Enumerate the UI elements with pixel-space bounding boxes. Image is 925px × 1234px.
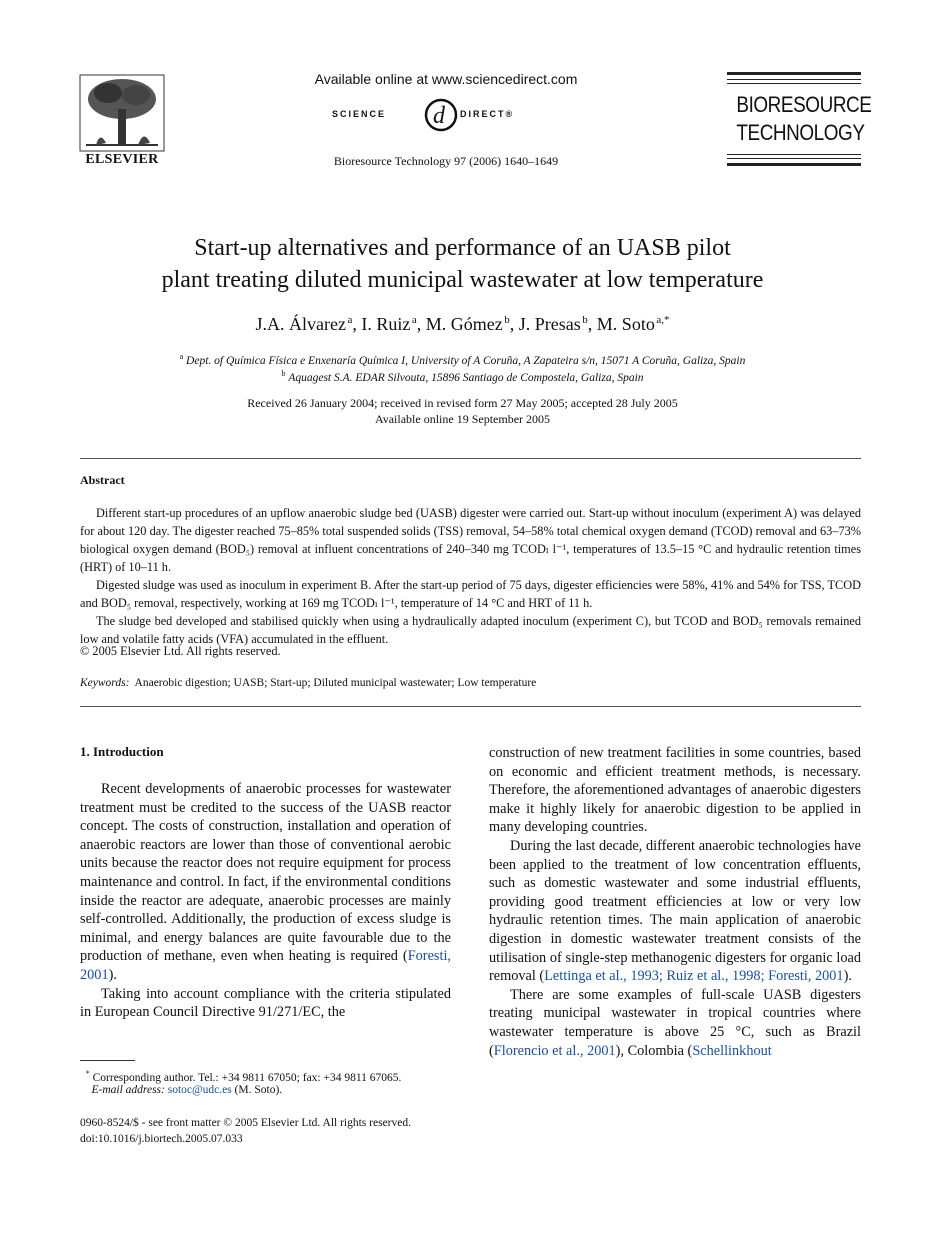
body-paragraph: construction of new treatment facilities in some countries, based on economic and efficient treatment methods, is necessary. Therefore, the aforementioned advantages of anaerobic digesters make it highly likely for anaerobic digestion to be applied in many developing countries. <box>489 745 861 836</box>
keywords-text: Anaerobic digestion; UASB; Start-up; Diluted municipal wastewater; Low temperature <box>134 677 537 689</box>
received-dates: Received 26 January 2004; received in revised form 27 May 2005; accepted 28 July 2005 <box>247 396 678 410</box>
footnote-text: Corresponding author. Tel.: +34 9811 67050; fax: +34 9811 67065. <box>92 1071 402 1084</box>
body-paragraph: During the last decade, different anaerobic technologies have been applied to the treatment of low concentration effluents, such as domestic wastewater and some industrial effluents, providing good treatment efficiencies at low or very low hydraulic retention times. The main application of anaerobic digestion in domestic wastewater treatment consists of the utilisation of single-step methanogenic digesters for organic load removal (Lettinga et al., 1993; Ruiz et al., 1998; Foresti, 2001). <box>489 837 861 985</box>
author-affil-mark: a,* <box>656 314 670 326</box>
footnote-email <box>80 1082 460 1098</box>
author-list: J.A. Álvarez $^a$, I. Ruiz $^a$, M. Gómez $^b$, J. Presas $^b$, M. Soto $^{a,*}$ <box>255 314 670 334</box>
author-affil-mark: a <box>411 314 417 326</box>
issn-line: 0960-8524/$ - see front matter © 2005 Elsevier Ltd. All rights reserved. <box>80 1117 411 1129</box>
citation-link[interactable]: Lettinga et al., 1993; Ruiz et al., 1998; Foresti, 2001 <box>544 968 844 985</box>
journal-logo <box>727 72 872 172</box>
author: I. Ruiz <box>361 314 411 334</box>
journal-logo-line1: BIORESOURCE <box>736 92 872 117</box>
abstract-paragraph-2: Digested sludge was used as inoculum in experiment B. After the start-up period of 75 days, digester efficiencies were 58%, 41% and 54% for TSS, TCOD and BOD₅ removal, respectively, working at 169 mg TCODₗ l⁻¹, temperature of 14 °C and HRT of 11 h. <box>80 578 861 610</box>
divider <box>80 458 861 459</box>
body-paragraph: Recent developments of anaerobic processes for wastewater treatment must be credited to the success of the UASB reactor concept. The costs of construction, installation and operation of anaerobic reactors are lower than those of conventional aerobic units because the reactor does not require equipment for process maintenance and control. In fact, if the environmental conditions inside the reactor are adequate, anaerobic processes are mainly self-controlled. Additionally, the production of excess sludge is minimal, and energy balances are quite favourable due to the production of methane, even when heating is required (Foresti, 2001). <box>80 781 451 983</box>
copyright-notice: © 2005 Elsevier Ltd. All rights reserved. <box>80 644 281 658</box>
sd-right-text: DIRECT® <box>460 109 515 119</box>
abstract-heading: Abstract <box>80 473 125 487</box>
body-paragraph: There are some examples of full-scale UASB digesters treating municipal wastewater in tropical countries where wastewater temperature is above 25 °C, such as Brazil (Florencio et al., 2001), Colombia (Schellinkhout <box>489 986 861 1059</box>
section-heading: 1. Introduction <box>80 744 164 759</box>
citation-link[interactable]: Foresti, 2001 <box>80 948 451 983</box>
title-line-1: Start-up alternatives and performance of an UASB pilot <box>194 235 731 261</box>
publisher-name: ELSEVIER <box>85 152 159 167</box>
abstract-paragraph-1: Different start-up procedures of an upflow anaerobic sludge bed (UASB) digester were carried out. Start-up without inoculum (experiment A) was delayed for about 120 day. The digester reached 75–85% total suspended solids (TSS) removal, 54–58% total chemical oxygen demand (TCOD) removal and 63–73% biological oxygen demand (BOD₅) removal at influent concentrations of 240–340 mg TCODₗ l⁻¹, temperatures of 13.5–15 °C and hydraulic retention times (HRT) of 10–11 h. <box>80 506 861 574</box>
available-online-text[interactable]: Available online at www.sciencedirect.com <box>314 71 578 87</box>
keywords-line <box>80 677 861 689</box>
author-affil-mark: b <box>582 314 588 326</box>
author-affil-mark: b <box>504 314 510 326</box>
body-paragraph: Taking into account compliance with the criteria stipulated in European Council Directive 91/271/EC, the <box>80 985 451 1021</box>
affiliation-text: Aquagest S.A. EDAR Silvouta, 15896 Santiago de Compostela, Galiza, Spain <box>288 371 644 384</box>
email-suffix: (M. Soto). <box>234 1084 283 1096</box>
left-column <box>80 780 451 1022</box>
right-column <box>489 744 861 1060</box>
article-title <box>60 232 865 296</box>
citation-link[interactable]: Schellinkhout <box>692 1042 772 1059</box>
author: J. Presas <box>518 314 581 334</box>
author: M. Soto <box>596 314 655 334</box>
author: J.A. Álvarez <box>255 314 346 334</box>
author: M. Gómez <box>425 314 503 334</box>
sciencedirect-logo <box>300 95 600 135</box>
divider <box>80 706 861 707</box>
abstract-paragraph-3: The sludge bed developed and stabilised quickly when using a hydraulically adapted inoculum (experiment C), but TCOD and BOD₅ removals remained low and volatile fatty acids (VFA) accumulated in the effluent. <box>80 614 861 646</box>
svg-text:d: d <box>433 103 445 129</box>
footnote-rule <box>80 1060 135 1061</box>
affiliation-mark: b <box>281 369 286 378</box>
sd-left-text: SCIENCE <box>332 109 387 119</box>
online-date: Available online 19 September 2005 <box>374 412 551 426</box>
doi-line: doi:10.1016/j.biortech.2005.07.033 <box>80 1133 243 1145</box>
keywords-label: Keywords: <box>80 677 130 689</box>
affiliation-mark: a <box>179 352 184 361</box>
affiliation-text: Dept. of Química Física e Enxenaría Química I, University of A Coruña, A Zapateira s/n, 15071 A Coruña, Galiza, Spain <box>186 354 746 367</box>
title-line-2: plant treating diluted municipal wastewater at low temperature <box>161 267 764 293</box>
affiliation-b <box>60 369 865 384</box>
journal-citation: Bioresource Technology 97 (2006) 1640–1649 <box>333 154 559 168</box>
author-affil-mark: a <box>347 314 353 326</box>
email-label: E-mail address: <box>91 1084 165 1096</box>
email-link[interactable]: sotoc@udc.es <box>167 1084 232 1096</box>
sciencedirect-at-icon <box>424 95 458 133</box>
footnote-mark: * <box>85 1069 90 1078</box>
journal-logo-line2: TECHNOLOGY <box>736 120 865 145</box>
affiliation-a <box>60 352 865 367</box>
citation-link[interactable]: Florencio et al., 2001 <box>493 1042 616 1059</box>
